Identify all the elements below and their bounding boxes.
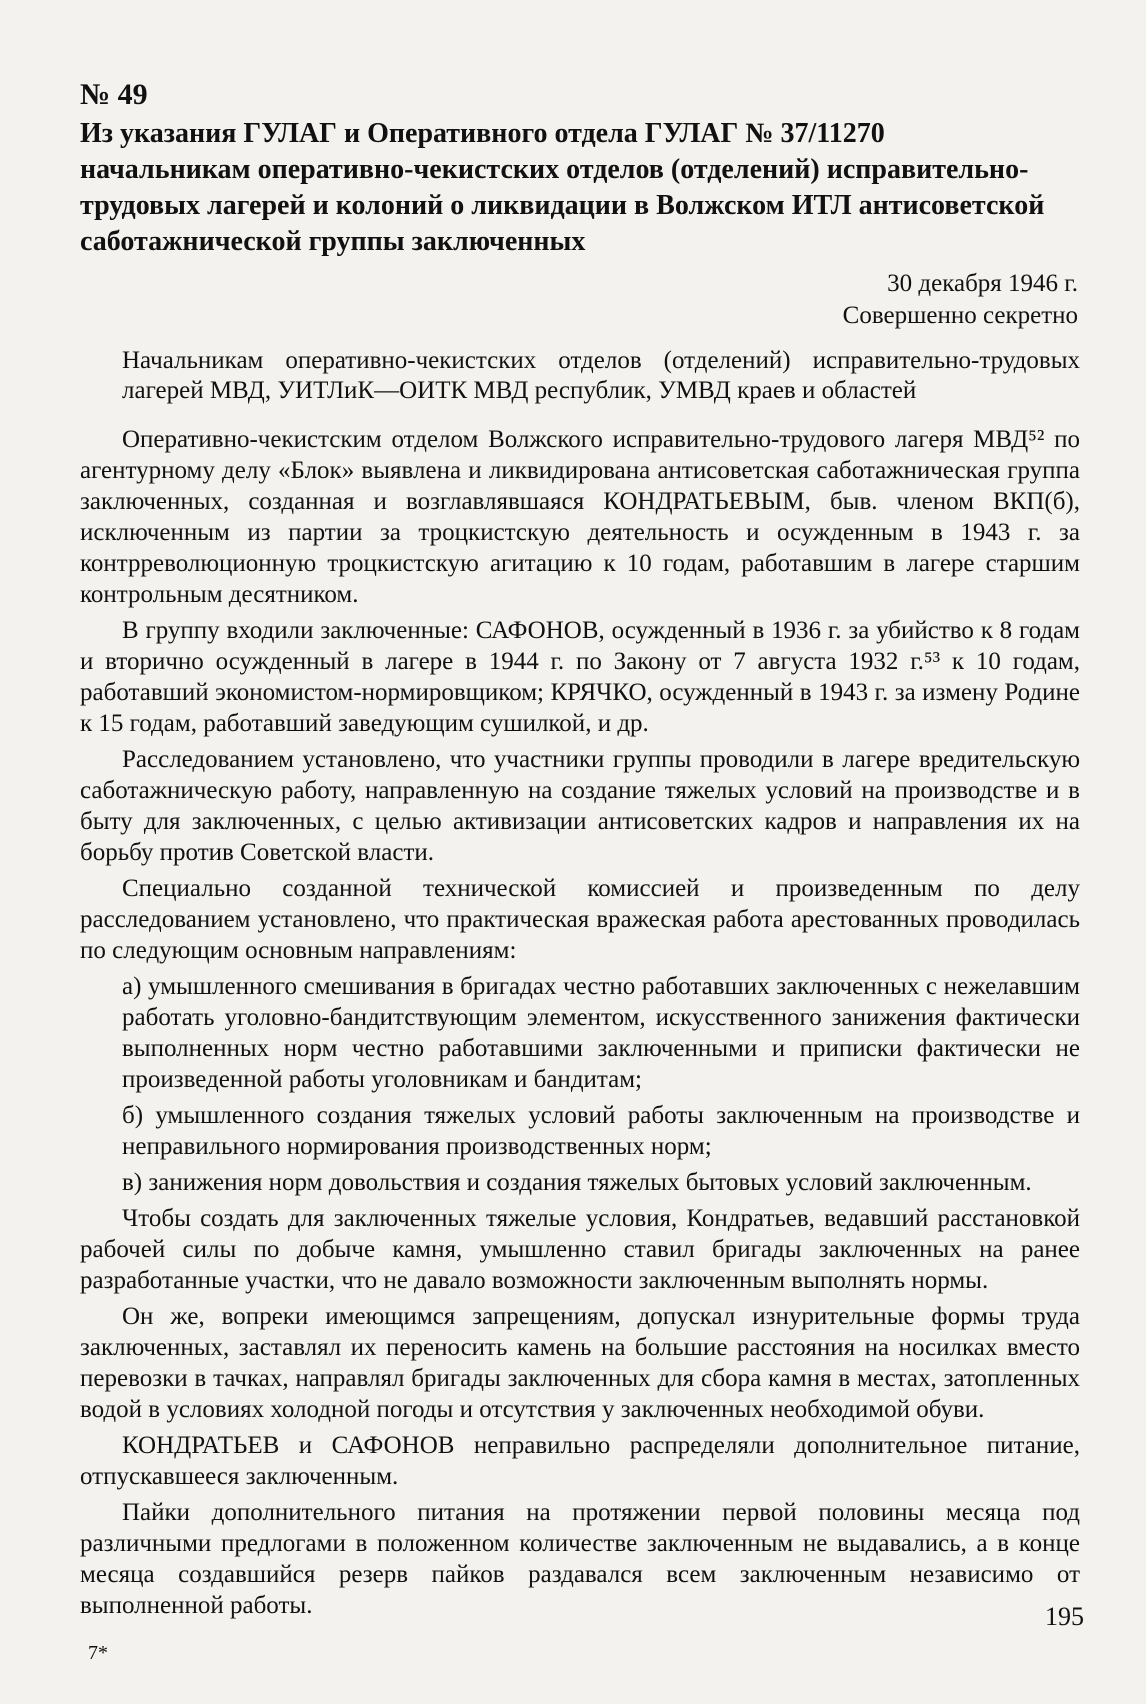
signature-mark: 7* bbox=[88, 1642, 108, 1664]
document-page bbox=[80, 78, 1080, 1626]
list-item: в) занижения норм довольствия и создания тяжелых бытовых условий заключенным. bbox=[122, 1169, 1032, 1196]
paragraph: Он же, вопреки имеющимся запрещениям, допускал изнурительные формы труда заключенных, заставлял их переносить камень на большие расстояния на носилках вместо перевозки в тачках, направлял бригады заключенных для сбора камня в местах, затопленных водой в условиях холодной погоды и отсутствия у заключенных необходимой обуви. bbox=[80, 1303, 1080, 1423]
document-body bbox=[80, 424, 1080, 1621]
classification-stamp: Совершенно секретно bbox=[842, 302, 1078, 329]
paragraph: Специально созданной технической комиссией и произведенным по делу расследованием установлено, что практическая вражеская работа арестованных проводилась по следующим основным направлениям: bbox=[80, 875, 1080, 964]
paragraph: Оперативно-чекистским отделом Волжского исправительно-трудового лагеря МВД⁵² по агентурному делу «Блок» выявлена и ликвидирована антисоветская саботажническая группа заключенных, созданная и возглавлявшаяся КОНДРАТЬЕВЫМ, быв. членом ВКП(б), исключенным из партии за троцкистскую деятельность и осужденным в 1943 г. за контрреволюционную троцкистскую агитацию к 10 годам, работавшим в лагере старшим контрольным десятником. bbox=[80, 426, 1080, 608]
document-meta bbox=[80, 268, 1080, 332]
document-date: 30 декабря 1946 г. bbox=[887, 270, 1078, 297]
paragraph: Чтобы создать для заключенных тяжелые условия, Кондратьев, ведавший расстановкой рабочей силы по добыче камня, умышленно ставил бригады заключенных на ранее разработанные участки, что не давало возможности заключенным выполнять нормы. bbox=[80, 1205, 1080, 1294]
page-number: 195 bbox=[1045, 1602, 1084, 1631]
list-item: б) умышленного создания тяжелых условий работы заключенным на производстве и неправильного нормирования производственных норм; bbox=[122, 1102, 1080, 1160]
paragraph: КОНДРАТЬЕВ и САФОНОВ неправильно распределяли дополнительное питание, отпускавшееся заключенным. bbox=[80, 1432, 1080, 1490]
paragraph: В группу входили заключенные: САФОНОВ, осужденный в 1936 г. за убийство к 8 годам и вторично осужденный в лагере в 1944 г. по Закону от 7 августа 1932 г.⁵³ к 10 годам, работавший экономистом-нормировщиком; КРЯЧКО, осужденный в 1943 г. за измену Родине к 15 годам, работавший заведующим сушилкой, и др. bbox=[80, 617, 1080, 737]
list-item: а) умышленного смешивания в бригадах честно работавших заключенных с нежелавшим работать уголовно-бандитствующим элементом, искусственного занижения фактически выполненных норм честно работавшими заключенными и приписки фактически не произведенной работы уголовникам и бандитам; bbox=[122, 973, 1080, 1093]
paragraph: Пайки дополнительного питания на протяжении первой половины месяца под различными предлогами в положенном количестве заключенным не выдавались, а в конце месяца создавшийся резерв пайков раздавался всем заключенным независимо от выполненной работы. bbox=[80, 1499, 1080, 1619]
paragraph: Расследованием установлено, что участники группы проводили в лагере вредительскую саботажническую работу, направленную на создание тяжелых условий на производстве и в быту для заключенных, с целью активизации антисоветских кадров и направления их на борьбу против Советской власти. bbox=[80, 746, 1080, 866]
document-title: Из указания ГУЛАГ и Оперативного отдела ГУЛАГ № 37/11270 начальникам оперативно-чекистских отделов (отделений) исправительно-трудовых лагерей и колоний о ликвидации в Волжском ИТЛ антисоветской саботажнической группы заключенных bbox=[80, 118, 1045, 257]
document-number: № 49 bbox=[80, 78, 148, 111]
addressee: Начальникам оперативно-чекистских отделов (отделений) исправительно-трудовых лагерей МВД, УИТЛиК—ОИТК МВД республик, УМВД краев и областей bbox=[122, 347, 1080, 404]
